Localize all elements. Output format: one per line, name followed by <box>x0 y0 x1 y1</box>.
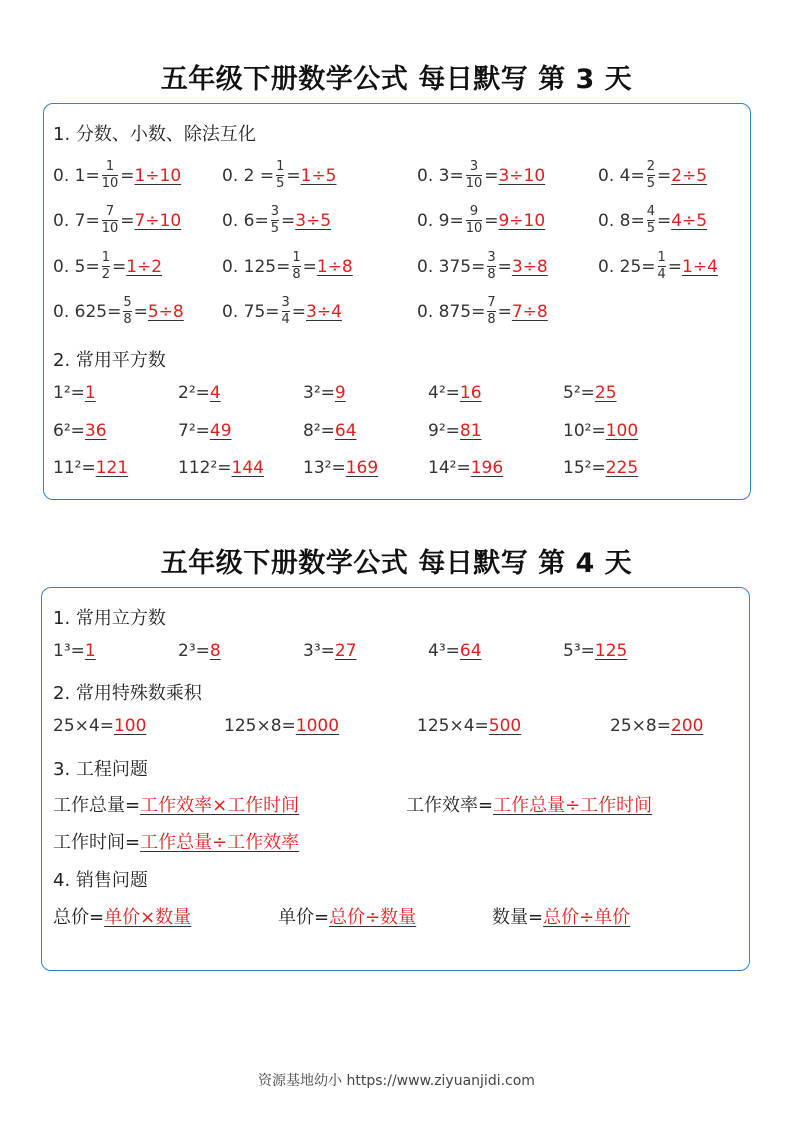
decimal-label: 0. 625= <box>53 301 122 322</box>
square-label: 8²= <box>303 421 335 441</box>
cube-label: 4³= <box>428 641 460 661</box>
fraction-numerator: 1 <box>292 250 301 265</box>
formula-answer: 工作总量÷工作时间 <box>493 795 653 816</box>
division-answer: 2÷5 <box>671 165 708 186</box>
fraction <box>487 251 495 282</box>
cube-label: 1³= <box>53 641 85 661</box>
fraction-denominator: 8 <box>487 312 496 327</box>
cube-answer: 8 <box>209 641 221 661</box>
fraction-numerator: 4 <box>646 204 655 219</box>
division-answer: 1÷5 <box>300 165 337 186</box>
square-answer: 36 <box>84 421 107 441</box>
fraction-denominator: 10 <box>101 221 119 236</box>
day4-section1-heading: 1. 常用立方数 <box>53 608 166 629</box>
formula-label: 工作时间= <box>53 832 141 853</box>
product-item <box>224 716 339 736</box>
fraction-item <box>417 251 548 282</box>
fraction-denominator: 4 <box>281 312 290 327</box>
square-item <box>563 421 638 441</box>
cube-item <box>428 641 482 661</box>
equals-sign: = <box>497 301 512 322</box>
day4-section4-heading: 4. 销售问题 <box>53 870 148 891</box>
cube-item <box>53 641 107 661</box>
square-answer: 16 <box>459 383 482 403</box>
formula-label: 工作效率= <box>406 795 494 816</box>
equals-sign: = <box>484 165 499 186</box>
square-label: 14²= <box>428 458 471 478</box>
square-answer: 4 <box>209 383 221 403</box>
footer-source: 资源基地幼小 https://www.ziyuanjidi.com <box>258 1073 535 1089</box>
division-answer: 3÷5 <box>295 210 332 231</box>
formula-answer: 工作效率×工作时间 <box>140 795 300 816</box>
product-answer: 100 <box>113 716 147 736</box>
formula-label: 单价= <box>278 907 330 928</box>
square-answer: 100 <box>605 421 639 441</box>
decimal-label: 0. 7= <box>53 210 100 231</box>
fraction <box>282 296 290 327</box>
fraction-numerator: 7 <box>105 204 115 219</box>
sales-formula <box>278 903 416 929</box>
equals-sign: = <box>667 256 683 277</box>
fraction-item <box>417 296 548 327</box>
square-item <box>428 421 482 441</box>
division-answer: 3÷8 <box>511 256 548 277</box>
fraction-denominator: 5 <box>646 176 655 191</box>
fraction-item <box>598 251 718 282</box>
equals-sign: = <box>302 256 317 277</box>
sales-formula <box>53 903 191 929</box>
equals-sign: = <box>133 301 148 322</box>
division-answer: 9÷10 <box>498 210 546 231</box>
fraction <box>466 205 483 236</box>
fraction <box>487 296 495 327</box>
product-item <box>53 716 146 736</box>
cube-item <box>303 641 357 661</box>
product-label: 125×8= <box>224 716 296 736</box>
square-item <box>428 458 503 478</box>
square-answer: 25 <box>594 383 617 403</box>
fraction-item <box>53 251 162 282</box>
fraction-item <box>53 296 184 327</box>
square-label: 3²= <box>303 383 335 403</box>
cube-label: 2³= <box>178 641 210 661</box>
square-item <box>303 383 357 403</box>
square-answer: 169 <box>345 458 379 478</box>
division-answer: 1÷10 <box>134 165 182 186</box>
square-item <box>563 458 638 478</box>
fraction-numerator: 1 <box>105 159 115 174</box>
fraction-denominator: 8 <box>292 267 301 282</box>
decimal-label: 0. 25= <box>598 256 656 277</box>
fraction-numerator: 9 <box>469 204 479 219</box>
square-item <box>428 383 482 403</box>
square-item <box>53 421 107 441</box>
decimal-label: 0. 9= <box>417 210 464 231</box>
product-answer: 1000 <box>295 716 340 736</box>
cube-label: 5³= <box>563 641 595 661</box>
square-label: 6²= <box>53 421 85 441</box>
fraction-denominator: 10 <box>465 221 483 236</box>
day4-section3-heading: 3. 工程问题 <box>53 759 148 780</box>
day3-title: 五年级下册数学公式 每日默写 第 3 天 <box>160 64 633 95</box>
fraction <box>647 205 655 236</box>
cube-answer: 125 <box>594 641 628 661</box>
square-item <box>53 383 107 403</box>
cube-answer: 27 <box>334 641 357 661</box>
decimal-label: 0. 2 = <box>222 165 275 186</box>
cube-label: 3³= <box>303 641 335 661</box>
square-item <box>178 383 232 403</box>
decimal-label: 0. 5= <box>53 256 100 277</box>
fraction-item <box>417 160 545 191</box>
square-answer: 121 <box>95 458 129 478</box>
square-label: 2²= <box>178 383 210 403</box>
fraction-numerator: 3 <box>281 295 290 310</box>
equals-sign: = <box>286 165 301 186</box>
square-answer: 225 <box>605 458 639 478</box>
fraction-denominator: 5 <box>270 221 279 236</box>
square-label: 112²= <box>178 458 232 478</box>
cube-answer: 64 <box>459 641 482 661</box>
fraction-item <box>417 205 545 236</box>
fraction-numerator: 1 <box>276 159 285 174</box>
day4-title: 五年级下册数学公式 每日默写 第 4 天 <box>160 548 633 579</box>
fraction-item <box>598 205 707 236</box>
fraction-numerator: 3 <box>469 159 479 174</box>
fraction <box>102 205 119 236</box>
fraction <box>292 251 300 282</box>
square-answer: 1 <box>84 383 96 403</box>
decimal-label: 0. 6= <box>222 210 269 231</box>
day3-section2-heading: 2. 常用平方数 <box>53 350 166 371</box>
product-label: 25×4= <box>53 716 114 736</box>
fraction-item <box>222 296 342 327</box>
square-label: 7²= <box>178 421 210 441</box>
decimal-label: 0. 75= <box>222 301 280 322</box>
division-answer: 1÷4 <box>682 256 718 277</box>
decimal-label: 0. 8= <box>598 210 645 231</box>
square-item <box>178 421 232 441</box>
equals-sign: = <box>656 210 672 231</box>
day3-section1-heading: 1. 分数、小数、除法互化 <box>53 124 256 145</box>
square-answer: 9 <box>334 383 346 403</box>
fraction-numerator: 2 <box>646 159 655 174</box>
formula-label: 总价= <box>53 907 105 928</box>
formula-label: 工作总量= <box>53 795 141 816</box>
equals-sign: = <box>120 210 135 231</box>
fraction-numerator: 5 <box>123 295 132 310</box>
decimal-label: 0. 875= <box>417 301 486 322</box>
square-answer: 64 <box>334 421 357 441</box>
fraction-denominator: 2 <box>101 267 110 282</box>
square-answer: 144 <box>231 458 264 478</box>
fraction-item <box>222 205 331 236</box>
decimal-label: 0. 3= <box>417 165 464 186</box>
equals-sign: = <box>120 165 135 186</box>
fraction <box>102 251 110 282</box>
decimal-label: 0. 375= <box>417 256 486 277</box>
fraction-numerator: 3 <box>270 204 279 219</box>
equals-sign: = <box>291 301 307 322</box>
division-answer: 3÷4 <box>306 301 342 322</box>
square-label: 13²= <box>303 458 346 478</box>
division-answer: 5÷8 <box>147 301 184 322</box>
square-item <box>563 383 617 403</box>
cube-item <box>563 641 627 661</box>
engineering-formula <box>53 828 299 854</box>
square-label: 9²= <box>428 421 460 441</box>
fraction-denominator: 8 <box>487 267 496 282</box>
square-item <box>53 458 128 478</box>
decimal-label: 0. 4= <box>598 165 645 186</box>
fraction <box>647 160 655 191</box>
product-label: 25×8= <box>610 716 671 736</box>
equals-sign: = <box>111 256 127 277</box>
sales-formula <box>492 903 630 929</box>
square-label: 4²= <box>428 383 460 403</box>
square-item <box>303 421 357 441</box>
fraction <box>271 205 279 236</box>
formula-answer: 总价÷单价 <box>543 907 631 928</box>
fraction-numerator: 3 <box>487 250 496 265</box>
division-answer: 4÷5 <box>671 210 708 231</box>
fraction <box>276 160 284 191</box>
fraction-denominator: 10 <box>465 176 483 191</box>
fraction-item <box>53 160 181 191</box>
fraction-denominator: 8 <box>123 312 132 327</box>
fraction-item <box>598 160 707 191</box>
square-answer: 81 <box>459 421 482 441</box>
engineering-formula <box>406 791 652 817</box>
square-label: 10²= <box>563 421 606 441</box>
equals-sign: = <box>656 165 672 186</box>
formula-answer: 单价×数量 <box>104 907 192 928</box>
square-label: 15²= <box>563 458 606 478</box>
square-answer: 196 <box>470 458 504 478</box>
fraction-item <box>53 205 181 236</box>
division-answer: 7÷8 <box>511 301 548 322</box>
fraction-denominator: 5 <box>646 221 655 236</box>
fraction-numerator: 1 <box>657 250 666 265</box>
square-answer: 49 <box>209 421 232 441</box>
engineering-formula <box>53 791 299 817</box>
fraction-item <box>222 251 353 282</box>
cube-item <box>178 641 232 661</box>
division-answer: 1÷8 <box>316 256 353 277</box>
fraction <box>658 251 666 282</box>
product-answer: 500 <box>488 716 522 736</box>
square-item <box>178 458 264 478</box>
formula-answer: 总价÷数量 <box>329 907 417 928</box>
cube-answer: 1 <box>84 641 96 661</box>
product-label: 125×4= <box>417 716 489 736</box>
product-item <box>610 716 703 736</box>
equals-sign: = <box>497 256 512 277</box>
square-label: 11²= <box>53 458 96 478</box>
product-item <box>417 716 521 736</box>
division-answer: 1÷2 <box>126 256 163 277</box>
fraction <box>102 160 119 191</box>
formula-label: 数量= <box>492 907 544 928</box>
division-answer: 3÷10 <box>498 165 546 186</box>
fraction-numerator: 7 <box>487 295 496 310</box>
equals-sign: = <box>280 210 296 231</box>
fraction-denominator: 5 <box>276 176 285 191</box>
fraction-item <box>222 160 337 191</box>
formula-answer: 工作总量÷工作效率 <box>140 832 300 853</box>
product-answer: 200 <box>670 716 704 736</box>
day4-section2-heading: 2. 常用特殊数乘积 <box>53 683 202 704</box>
fraction-numerator: 1 <box>101 250 110 265</box>
square-label: 5²= <box>563 383 595 403</box>
equals-sign: = <box>484 210 499 231</box>
fraction-denominator: 4 <box>657 267 666 282</box>
fraction <box>123 296 131 327</box>
square-label: 1²= <box>53 383 85 403</box>
fraction-denominator: 10 <box>101 176 119 191</box>
decimal-label: 0. 125= <box>222 256 291 277</box>
division-answer: 7÷10 <box>134 210 182 231</box>
square-item <box>303 458 378 478</box>
fraction <box>466 160 483 191</box>
decimal-label: 0. 1= <box>53 165 100 186</box>
